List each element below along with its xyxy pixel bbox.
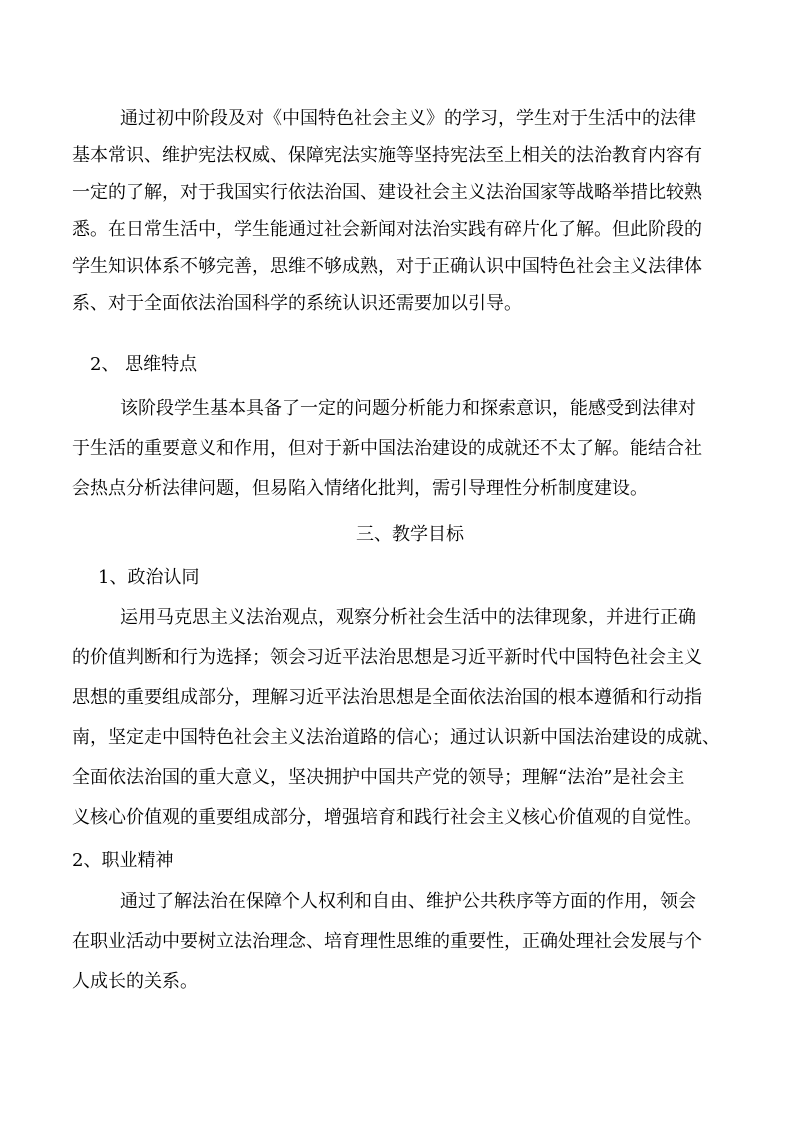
paragraph-line: 该阶段学生基本具备了一定的问题分析能力和探索意识，能感受到法律对 bbox=[120, 398, 696, 419]
paragraph-line: 义核心价值观的重要组成部分，增强培育和践行社会主义核心价值观的自觉性。 bbox=[72, 807, 702, 828]
paragraph-line: 学生知识体系不够完善，思维不够成熟，对于正确认识中国特色社会主义法律体 bbox=[72, 256, 702, 277]
paragraph-line: 的价值判断和行为选择；领会习近平法治思想是习近平新时代中国特色社会主义 bbox=[72, 647, 702, 668]
paragraph-line: 于生活的重要意义和作用，但对于新中国法治建设的成就还不太了解。能结合社 bbox=[72, 438, 702, 459]
paragraph-line: 在职业活动中要树立法治理念、培育理性思维的重要性，正确处理社会发展与个 bbox=[72, 931, 702, 952]
paragraph-line: 基本常识、维护宪法权威、保障宪法实施等坚持宪法至上相关的法治教育内容有 bbox=[72, 145, 702, 166]
paragraph-line: 全面依法治国的重大意义，坚决拥护中国共产党的领导；理解“法治”是社会主 bbox=[72, 767, 685, 788]
paragraph-line: 通过了解法治在保障个人权利和自由、维护公共秩序等方面的作用，领会 bbox=[120, 891, 696, 912]
paragraph-line: 悉。在日常生活中，学生能通过社会新闻对法治实践有碎片化了解。但此阶段的 bbox=[72, 219, 702, 240]
paragraph-line: 一定的了解，对于我国实行依法治国、建设社会主义法治国家等战略举措比较熟 bbox=[72, 182, 702, 203]
subheading-politics: 1、政治认同 bbox=[98, 567, 200, 588]
paragraph-line: 通过初中阶段及对《中国特色社会主义》的学习，学生对于生活中的法律 bbox=[120, 108, 696, 129]
paragraph-line: 系、对于全面依法治国科学的系统认识还需要加以引导。 bbox=[72, 293, 522, 314]
paragraph-line: 人成长的关系。 bbox=[72, 971, 198, 992]
paragraph-line: 南，坚定走中国特色社会主义法治道路的信心；通过认识新中国法治建设的成就、 bbox=[72, 727, 720, 748]
paragraph-line: 思想的重要组成部分，理解习近平法治思想是全面依法治国的根本遵循和行动指 bbox=[72, 687, 702, 708]
subheading-career: 2、职业精神 bbox=[72, 850, 174, 871]
subheading-thinking: 2、 思维特点 bbox=[90, 354, 198, 375]
section-title: 三、教学目标 bbox=[356, 524, 464, 545]
paragraph-line: 运用马克思主义法治观点，观察分析社会生活中的法律现象，并进行正确 bbox=[120, 607, 696, 628]
paragraph-line: 会热点分析法律问题，但易陷入情绪化批判，需引导理性分析制度建设。 bbox=[72, 478, 648, 499]
